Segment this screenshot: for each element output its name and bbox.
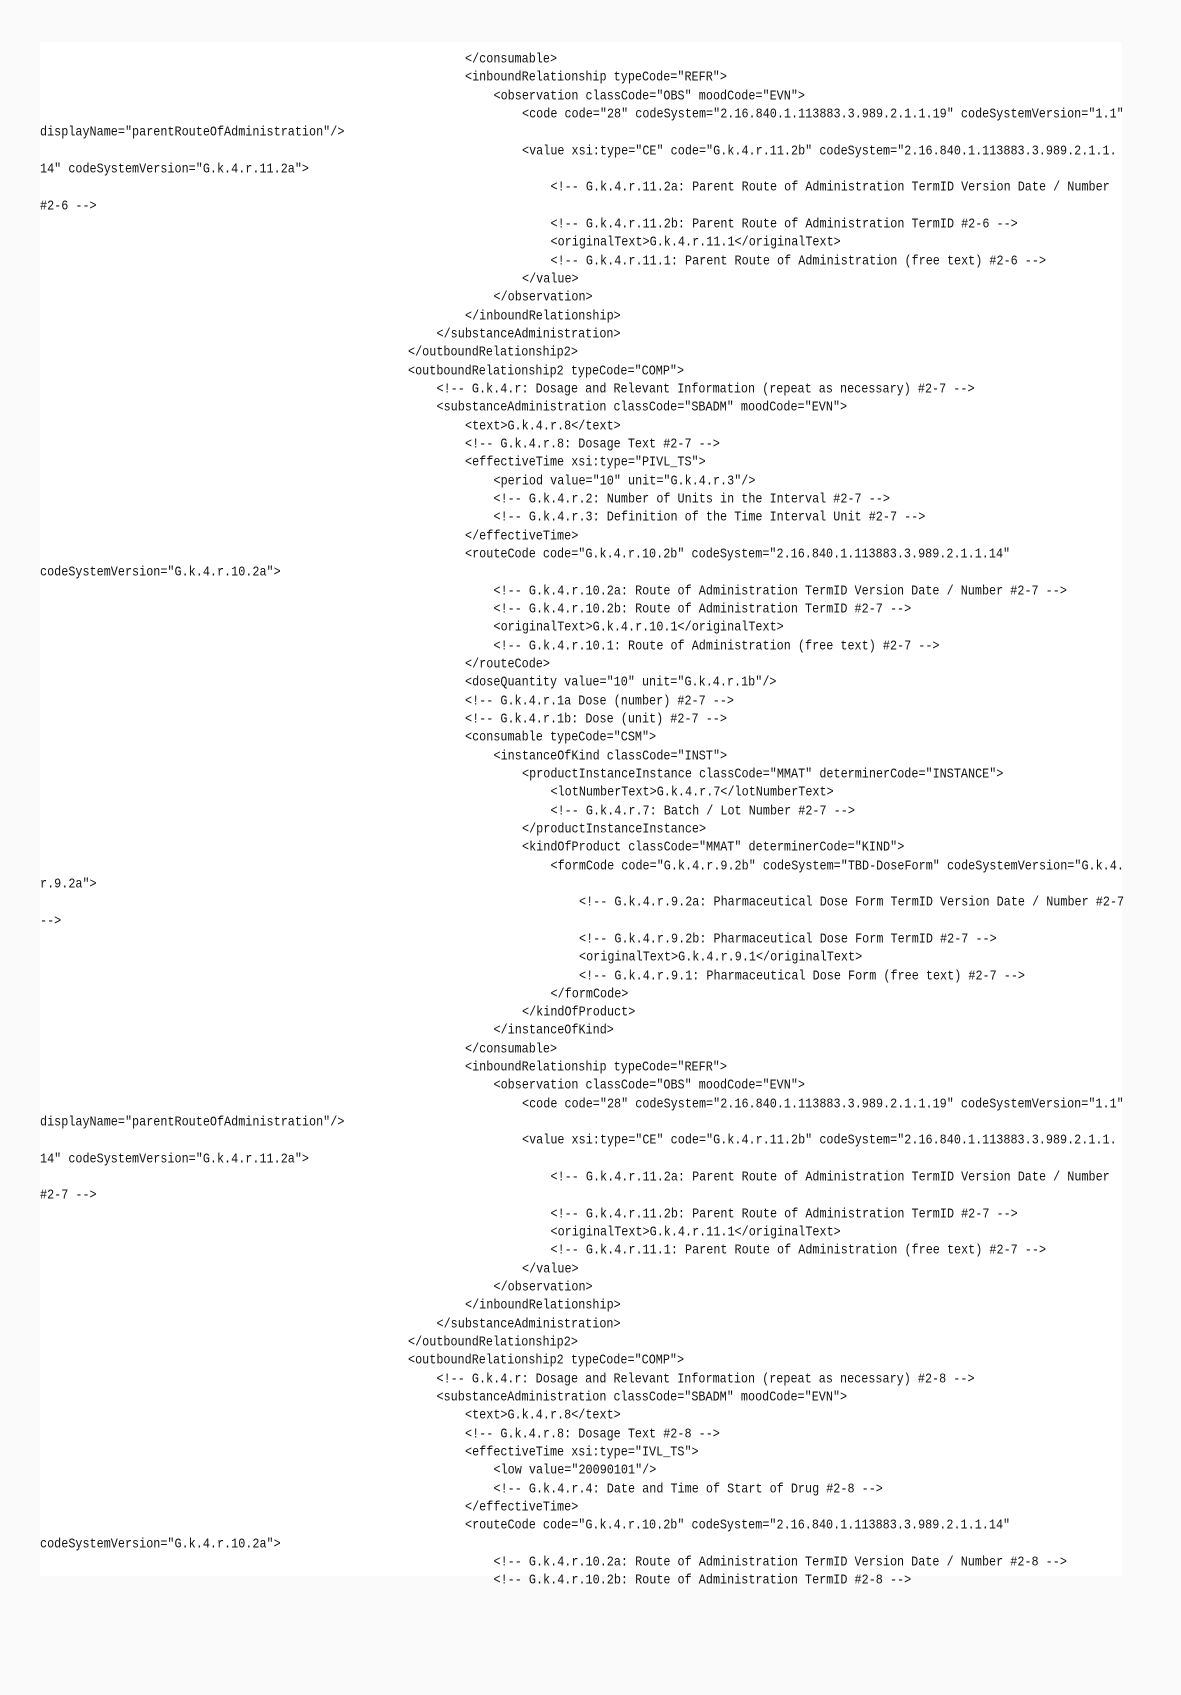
code-line: <originalText>G.k.4.r.11.1</originalText> (550, 1224, 841, 1241)
code-line: </outboundRelationship2> (408, 344, 578, 361)
code-line: </effectiveTime> (465, 527, 579, 544)
code-line: <!-- G.k.4.r.8: Dosage Text #2-7 --> (465, 435, 720, 452)
code-line: </observation> (493, 1279, 593, 1296)
code-line: </substanceAdministration> (436, 325, 621, 342)
code-line: </substanceAdministration> (436, 1315, 621, 1332)
code-line: <kindOfProduct classCode="MMAT" determinerCode="KIND"> (522, 839, 905, 856)
code-line: codeSystemVersion="G.k.4.r.10.2a"> (40, 564, 281, 581)
code-line: <!-- G.k.4.r.10.2b: Route of Administration TermID #2-8 --> (493, 1572, 912, 1589)
code-line: <inboundRelationship typeCode="REFR"> (465, 1059, 727, 1076)
code-line: <originalText>G.k.4.r.11.1</originalText> (550, 234, 841, 251)
code-line: <!-- G.k.4.r: Dosage and Relevant Information (repeat as necessary) #2-7 --> (436, 380, 975, 397)
code-line: <instanceOfKind classCode="INST"> (493, 747, 728, 764)
code-line: #2-7 --> (40, 1187, 97, 1204)
code-line: <lotNumberText>G.k.4.r.7</lotNumberText> (550, 784, 834, 801)
code-line: <!-- G.k.4.r.10.1: Route of Administration (free text) #2-7 --> (493, 637, 940, 654)
code-line: </outboundRelationship2> (408, 1334, 578, 1351)
code-line: <consumable typeCode="CSM"> (465, 729, 657, 746)
code-line: <!-- G.k.4.r.4: Date and Time of Start of Drug #2-8 --> (493, 1480, 883, 1497)
code-line: <!-- G.k.4.r: Dosage and Relevant Information (repeat as necessary) #2-8 --> (436, 1370, 975, 1387)
code-line: </consumable> (465, 1040, 558, 1057)
code-line: <observation classCode="OBS" moodCode="EVN"> (493, 1077, 805, 1094)
code-line: <!-- G.k.4.r.1b: Dose (unit) #2-7 --> (465, 710, 727, 727)
code-line: 14" codeSystemVersion="G.k.4.r.11.2a"> (40, 160, 310, 178)
code-line: </inboundRelationship> (465, 1297, 621, 1314)
code-line: --> (40, 912, 62, 929)
code-line: <value xsi:type="CE" code="G.k.4.r.11.2b" codeSystem="2.16.840.1.113883.3.989.2.1.1. (522, 1132, 1117, 1149)
code-line: <!-- G.k.4.r.9.2a: Pharmaceutical Dose Form TermID Version Date / Number #2-7 (579, 894, 1125, 911)
code-line: <!-- G.k.4.r.11.1: Parent Route of Administration (free text) #2-7 --> (550, 1242, 1047, 1259)
code-line: <outboundRelationship2 typeCode="COMP"> (408, 362, 685, 379)
code-line: <outboundRelationship2 typeCode="COMP"> (408, 1352, 685, 1369)
code-line: <text>G.k.4.r.8</text> (465, 1407, 621, 1424)
code-line: <!-- G.k.4.r.10.2a: Route of Administration TermID Version Date / Number #2-8 --> (493, 1553, 1067, 1571)
code-line: <!-- G.k.4.r.11.2a: Parent Route of Administration TermID Version Date / Number (550, 1169, 1110, 1186)
code-line: displayName="parentRouteOfAdministration"/> (40, 124, 345, 141)
code-line: <code code="28" codeSystem="2.16.840.1.113883.3.989.2.1.1.19" codeSystemVersion="1.1" (522, 105, 1124, 123)
code-line: <!-- G.k.4.r.11.2b: Parent Route of Administration TermID #2-7 --> (550, 1205, 1018, 1222)
code-line: <routeCode code="G.k.4.r.10.2b" codeSystem="2.16.840.1.113883.3.989.2.1.1.14" (465, 545, 1011, 562)
code-line: </kindOfProduct> (522, 1004, 636, 1021)
code-line: <effectiveTime xsi:type="PIVL_TS"> (465, 454, 706, 471)
code-line: </productInstanceInstance> (522, 820, 707, 837)
code-line: </value> (522, 270, 579, 288)
code-line: <!-- G.k.4.r.11.2b: Parent Route of Administration TermID #2-6 --> (550, 215, 1018, 233)
code-line: <routeCode code="G.k.4.r.10.2b" codeSystem="2.16.840.1.113883.3.989.2.1.1.14" (465, 1517, 1011, 1534)
code-line: r.9.2a"> (40, 875, 97, 892)
code-line: <!-- G.k.4.r.10.2b: Route of Administration TermID #2-7 --> (493, 600, 912, 617)
code-line: <!-- G.k.4.r.9.2b: Pharmaceutical Dose Form TermID #2-7 --> (579, 930, 997, 947)
code-line: </inboundRelationship> (465, 307, 621, 324)
code-line: <period value="10" unit="G.k.4.r.3"/> (493, 472, 756, 489)
code-line: <value xsi:type="CE" code="G.k.4.r.11.2b" codeSystem="2.16.840.1.113883.3.989.2.1.1. (522, 142, 1117, 159)
code-line: <doseQuantity value="10" unit="G.k.4.r.1b"/> (465, 674, 777, 691)
code-line: <!-- G.k.4.r.8: Dosage Text #2-8 --> (465, 1425, 720, 1442)
code-line: <observation classCode="OBS" moodCode="EVN"> (493, 87, 805, 104)
code-line: <substanceAdministration classCode="SBADM" moodCode="EVN"> (436, 399, 848, 416)
code-line: #2-6 --> (40, 197, 97, 214)
code-line: </observation> (493, 289, 593, 306)
code-line: <formCode code="G.k.4.r.9.2b" codeSystem="TBD-DoseForm" codeSystemVersion="G.k.4. (550, 857, 1124, 874)
code-line: </formCode> (550, 985, 629, 1002)
code-line: <code code="28" codeSystem="2.16.840.1.113883.3.989.2.1.1.19" codeSystemVersion="1.1" (522, 1095, 1124, 1112)
code-line: <!-- G.k.4.r.9.1: Pharmaceutical Dose Form (free text) #2-7 --> (579, 967, 1025, 984)
xml-code-document (40, 42, 1125, 1589)
code-line: </value> (522, 1260, 579, 1277)
code-line: <originalText>G.k.4.r.9.1</originalText> (579, 949, 863, 966)
code-line: 14" codeSystemVersion="G.k.4.r.11.2a"> (40, 1150, 310, 1167)
code-line: </effectiveTime> (465, 1499, 579, 1516)
code-line: codeSystemVersion="G.k.4.r.10.2a"> (40, 1535, 281, 1552)
code-line: </consumable> (465, 50, 558, 68)
code-line: <!-- G.k.4.r.1a Dose (number) #2-7 --> (465, 692, 735, 709)
code-line: <text>G.k.4.r.8</text> (465, 417, 621, 434)
code-line: </routeCode> (465, 655, 550, 672)
code-line: <productInstanceInstance classCode="MMAT" determinerCode="INSTANCE"> (522, 765, 1004, 782)
code-line: <!-- G.k.4.r.2: Number of Units in the Interval #2-7 --> (493, 490, 890, 507)
code-line: <inboundRelationship typeCode="REFR"> (465, 69, 727, 86)
code-line: <!-- G.k.4.r.10.2a: Route of Administration TermID Version Date / Number #2-7 --> (493, 582, 1067, 599)
code-line: </instanceOfKind> (493, 1022, 614, 1039)
code-line: displayName="parentRouteOfAdministration"/> (40, 1114, 345, 1131)
code-line: <effectiveTime xsi:type="IVL_TS"> (465, 1444, 699, 1461)
code-line: <!-- G.k.4.r.11.2a: Parent Route of Administration TermID Version Date / Number (550, 179, 1110, 196)
code-line: <substanceAdministration classCode="SBADM" moodCode="EVN"> (436, 1389, 848, 1406)
code-line: <!-- G.k.4.r.3: Definition of the Time Interval Unit #2-7 --> (493, 509, 926, 526)
code-line: <originalText>G.k.4.r.10.1</originalText> (493, 619, 784, 636)
code-line: <!-- G.k.4.r.11.1: Parent Route of Administration (free text) #2-6 --> (550, 252, 1047, 269)
code-line: <low value="20090101"/> (493, 1462, 657, 1479)
code-line: <!-- G.k.4.r.7: Batch / Lot Number #2-7 --> (550, 802, 855, 819)
